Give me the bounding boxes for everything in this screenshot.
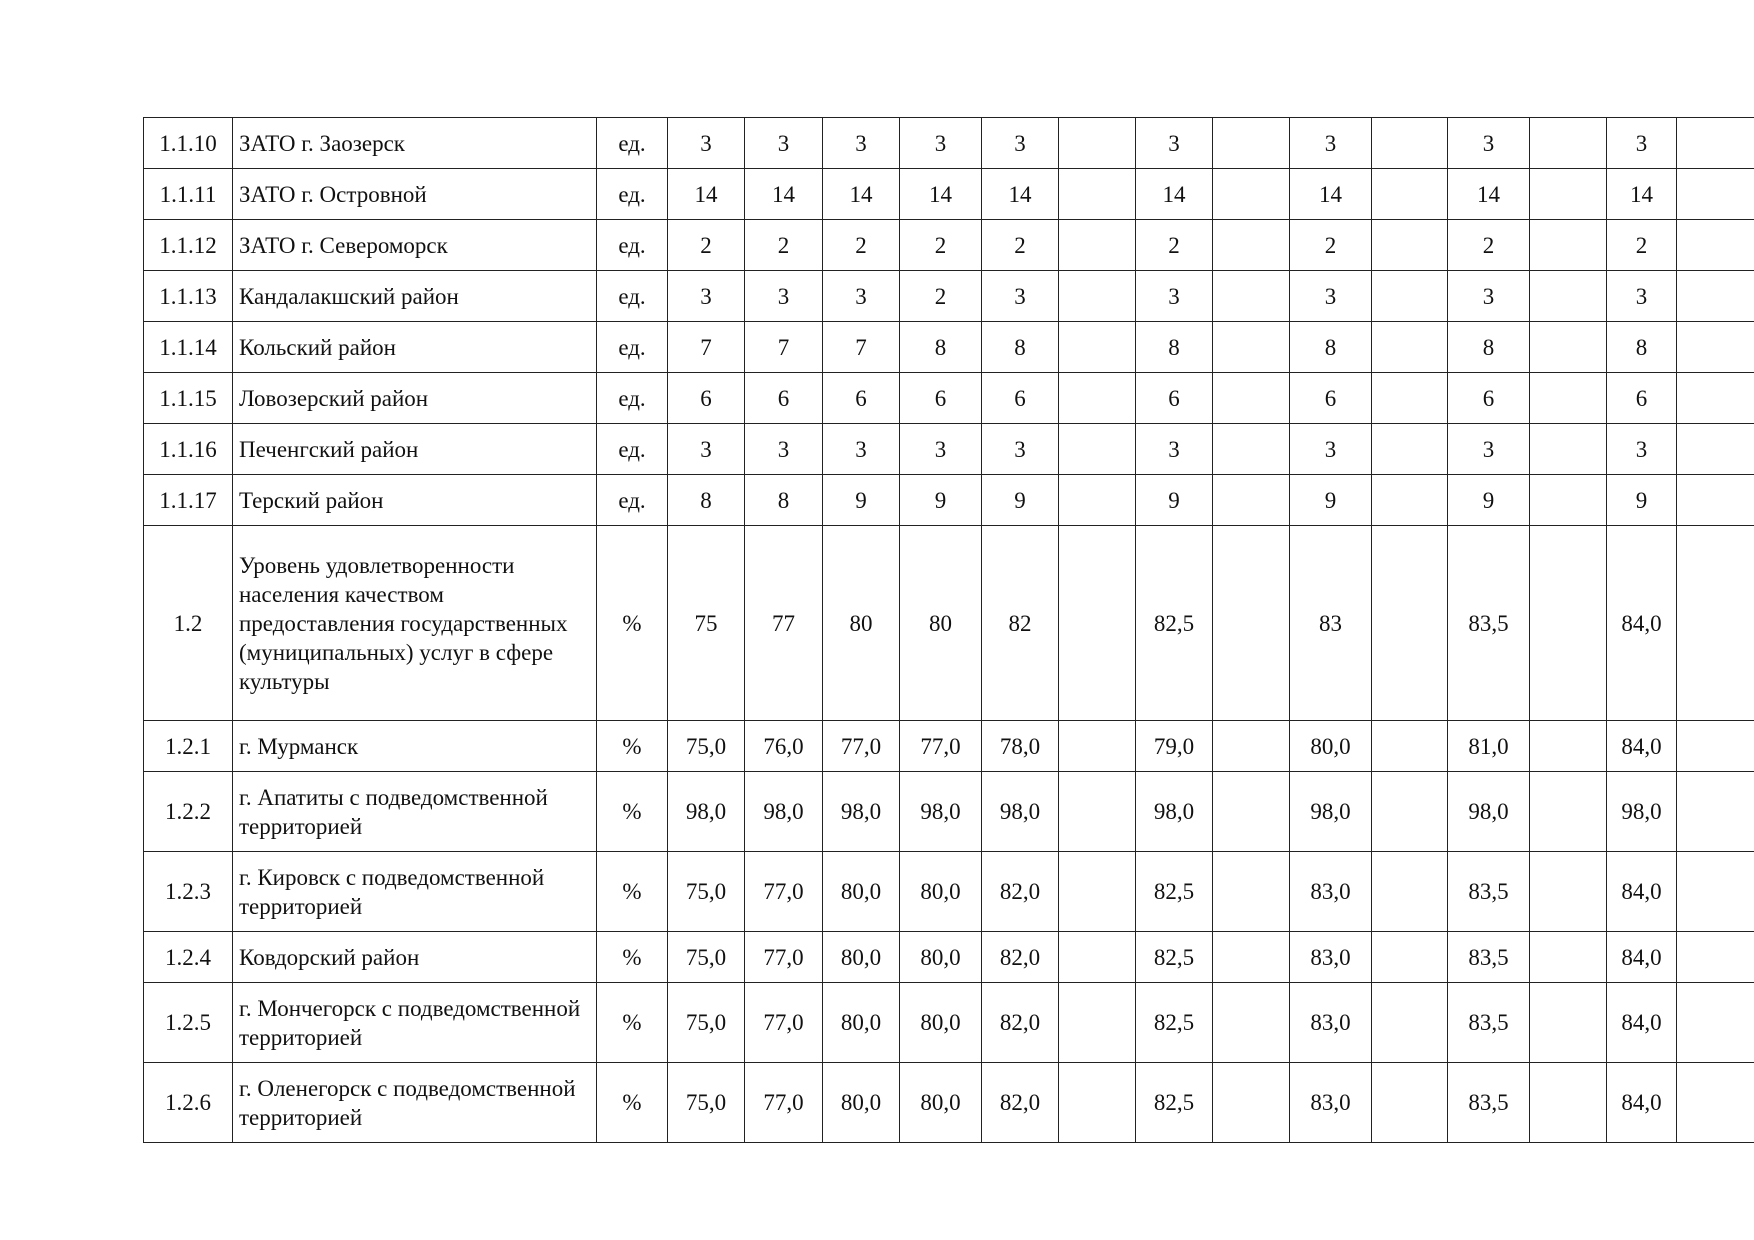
unit-cell: ед.: [597, 118, 668, 169]
value-cell: 8: [1448, 322, 1530, 373]
value-cell: 14: [1290, 169, 1372, 220]
value-cell: 98,0: [668, 772, 745, 852]
value-cell: 82,5: [1136, 852, 1213, 932]
value-cell: 3: [668, 271, 745, 322]
value-cell: 9: [1607, 475, 1677, 526]
value-cell: 9: [823, 475, 900, 526]
value-cell: 6: [900, 373, 982, 424]
row-number-cell: 1.1.17: [144, 475, 233, 526]
value-cell: 3: [1607, 118, 1677, 169]
value-cell: 7: [668, 322, 745, 373]
unit-cell: %: [597, 526, 668, 721]
indicator-name-cell: ЗАТО г. Североморск: [233, 220, 597, 271]
table-row: [144, 424, 1754, 475]
empty-value-cell: [1372, 424, 1448, 475]
trailing-empty-cell: [1677, 169, 1754, 220]
empty-value-cell: [1372, 322, 1448, 373]
row-number-cell: 1.1.13: [144, 271, 233, 322]
empty-value-cell: [1530, 526, 1607, 721]
unit-cell: ед.: [597, 373, 668, 424]
indicator-name-cell: г. Мурманск: [233, 721, 597, 772]
empty-value-cell: [1372, 271, 1448, 322]
row-number-cell: 1.1.10: [144, 118, 233, 169]
empty-value-cell: [1372, 526, 1448, 721]
value-cell: 14: [1448, 169, 1530, 220]
value-cell: 3: [745, 424, 823, 475]
value-cell: 6: [745, 373, 823, 424]
value-cell: 6: [1290, 373, 1372, 424]
empty-value-cell: [1530, 475, 1607, 526]
value-cell: 3: [982, 271, 1059, 322]
value-cell: 3: [982, 424, 1059, 475]
empty-value-cell: [1059, 271, 1136, 322]
table-row: [144, 526, 1754, 721]
value-cell: 14: [982, 169, 1059, 220]
value-cell: 83,5: [1448, 983, 1530, 1063]
value-cell: 6: [1607, 373, 1677, 424]
value-cell: 98,0: [900, 772, 982, 852]
value-cell: 75,0: [668, 852, 745, 932]
unit-cell: ед.: [597, 220, 668, 271]
value-cell: 8: [1607, 322, 1677, 373]
indicator-name-cell: Печенгский район: [233, 424, 597, 475]
table-row: [144, 322, 1754, 373]
row-number-cell: 1.2.6: [144, 1063, 233, 1143]
value-cell: 14: [1607, 169, 1677, 220]
trailing-empty-cell: [1677, 373, 1754, 424]
value-cell: 3: [1607, 424, 1677, 475]
value-cell: 82,0: [982, 932, 1059, 983]
indicator-name-cell: Ловозерский район: [233, 373, 597, 424]
value-cell: 78,0: [982, 721, 1059, 772]
value-cell: 80,0: [900, 1063, 982, 1143]
trailing-empty-cell: [1677, 772, 1754, 852]
empty-value-cell: [1213, 322, 1290, 373]
unit-cell: ед.: [597, 322, 668, 373]
trailing-empty-cell: [1677, 475, 1754, 526]
value-cell: 8: [982, 322, 1059, 373]
empty-value-cell: [1372, 1063, 1448, 1143]
value-cell: 80,0: [823, 983, 900, 1063]
unit-cell: ед.: [597, 169, 668, 220]
empty-value-cell: [1059, 772, 1136, 852]
empty-value-cell: [1530, 373, 1607, 424]
empty-value-cell: [1059, 322, 1136, 373]
indicator-name-cell: г. Оленегорск с подведомственной территорией: [233, 1063, 597, 1143]
empty-value-cell: [1372, 220, 1448, 271]
empty-value-cell: [1530, 169, 1607, 220]
indicator-name-cell: Терский район: [233, 475, 597, 526]
empty-value-cell: [1530, 772, 1607, 852]
value-cell: 77,0: [745, 932, 823, 983]
value-cell: 3: [1136, 424, 1213, 475]
value-cell: 84,0: [1607, 721, 1677, 772]
value-cell: 84,0: [1607, 1063, 1677, 1143]
value-cell: 77,0: [745, 852, 823, 932]
value-cell: 82,0: [982, 852, 1059, 932]
row-number-cell: 1.2.3: [144, 852, 233, 932]
value-cell: 84,0: [1607, 932, 1677, 983]
row-number-cell: 1.1.14: [144, 322, 233, 373]
trailing-empty-cell: [1677, 424, 1754, 475]
table-row: [144, 373, 1754, 424]
value-cell: 6: [982, 373, 1059, 424]
value-cell: 83,0: [1290, 932, 1372, 983]
value-cell: 3: [823, 424, 900, 475]
value-cell: 80,0: [900, 983, 982, 1063]
value-cell: 7: [823, 322, 900, 373]
value-cell: 3: [1290, 271, 1372, 322]
value-cell: 8: [745, 475, 823, 526]
empty-value-cell: [1530, 271, 1607, 322]
empty-value-cell: [1213, 526, 1290, 721]
empty-value-cell: [1530, 220, 1607, 271]
value-cell: 3: [823, 118, 900, 169]
empty-value-cell: [1530, 852, 1607, 932]
empty-value-cell: [1059, 526, 1136, 721]
trailing-empty-cell: [1677, 1063, 1754, 1143]
value-cell: 80,0: [823, 852, 900, 932]
value-cell: 82,5: [1136, 1063, 1213, 1143]
empty-value-cell: [1213, 424, 1290, 475]
empty-value-cell: [1372, 932, 1448, 983]
value-cell: 82: [982, 526, 1059, 721]
indicator-name-cell: г. Мончегорск с подведомственной территорией: [233, 983, 597, 1063]
trailing-empty-cell: [1677, 721, 1754, 772]
value-cell: 80,0: [823, 932, 900, 983]
empty-value-cell: [1213, 932, 1290, 983]
table-row: [144, 118, 1754, 169]
value-cell: 3: [900, 118, 982, 169]
row-number-cell: 1.1.11: [144, 169, 233, 220]
value-cell: 83,5: [1448, 932, 1530, 983]
row-number-cell: 1.2.2: [144, 772, 233, 852]
value-cell: 2: [745, 220, 823, 271]
value-cell: 75: [668, 526, 745, 721]
value-cell: 2: [1607, 220, 1677, 271]
row-number-cell: 1.2.4: [144, 932, 233, 983]
table-row: [144, 852, 1754, 932]
unit-cell: %: [597, 983, 668, 1063]
value-cell: 2: [668, 220, 745, 271]
value-cell: 6: [1448, 373, 1530, 424]
empty-value-cell: [1059, 220, 1136, 271]
value-cell: 83,0: [1290, 1063, 1372, 1143]
value-cell: 14: [1136, 169, 1213, 220]
value-cell: 82,0: [982, 983, 1059, 1063]
value-cell: 8: [668, 475, 745, 526]
value-cell: 98,0: [1607, 772, 1677, 852]
value-cell: 80: [900, 526, 982, 721]
empty-value-cell: [1530, 1063, 1607, 1143]
value-cell: 2: [900, 220, 982, 271]
value-cell: 3: [1448, 118, 1530, 169]
empty-value-cell: [1372, 983, 1448, 1063]
value-cell: 14: [900, 169, 982, 220]
value-cell: 8: [1136, 322, 1213, 373]
value-cell: 75,0: [668, 721, 745, 772]
unit-cell: ед.: [597, 424, 668, 475]
table-row: [144, 271, 1754, 322]
empty-value-cell: [1372, 169, 1448, 220]
table-row: [144, 169, 1754, 220]
value-cell: 2: [982, 220, 1059, 271]
unit-cell: ед.: [597, 475, 668, 526]
table-row: [144, 220, 1754, 271]
trailing-empty-cell: [1677, 118, 1754, 169]
table-row: [144, 932, 1754, 983]
empty-value-cell: [1530, 424, 1607, 475]
empty-value-cell: [1059, 118, 1136, 169]
row-number-cell: 1.2.1: [144, 721, 233, 772]
unit-cell: %: [597, 1063, 668, 1143]
value-cell: 80,0: [900, 932, 982, 983]
unit-cell: %: [597, 932, 668, 983]
row-number-cell: 1.2.5: [144, 983, 233, 1063]
value-cell: 3: [745, 271, 823, 322]
value-cell: 77,0: [745, 1063, 823, 1143]
empty-value-cell: [1059, 169, 1136, 220]
value-cell: 14: [668, 169, 745, 220]
value-cell: 3: [668, 424, 745, 475]
trailing-empty-cell: [1677, 271, 1754, 322]
value-cell: 8: [1290, 322, 1372, 373]
empty-value-cell: [1372, 721, 1448, 772]
value-cell: 98,0: [745, 772, 823, 852]
value-cell: 3: [823, 271, 900, 322]
row-number-cell: 1.1.12: [144, 220, 233, 271]
value-cell: 8: [900, 322, 982, 373]
indicator-name-cell: Ковдорский район: [233, 932, 597, 983]
table-row: [144, 983, 1754, 1063]
empty-value-cell: [1059, 1063, 1136, 1143]
indicator-name-cell: Кандалакшский район: [233, 271, 597, 322]
value-cell: 3: [982, 118, 1059, 169]
empty-value-cell: [1530, 721, 1607, 772]
value-cell: 98,0: [1136, 772, 1213, 852]
row-number-cell: 1.1.16: [144, 424, 233, 475]
value-cell: 79,0: [1136, 721, 1213, 772]
value-cell: 83,5: [1448, 1063, 1530, 1143]
value-cell: 76,0: [745, 721, 823, 772]
trailing-empty-cell: [1677, 220, 1754, 271]
table-row: [144, 475, 1754, 526]
value-cell: 98,0: [823, 772, 900, 852]
value-cell: 84,0: [1607, 526, 1677, 721]
value-cell: 3: [1136, 271, 1213, 322]
value-cell: 75,0: [668, 932, 745, 983]
value-cell: 2: [1290, 220, 1372, 271]
value-cell: 9: [1448, 475, 1530, 526]
value-cell: 80,0: [1290, 721, 1372, 772]
value-cell: 9: [1136, 475, 1213, 526]
value-cell: 6: [668, 373, 745, 424]
value-cell: 82,5: [1136, 932, 1213, 983]
empty-value-cell: [1059, 373, 1136, 424]
value-cell: 3: [1290, 118, 1372, 169]
empty-value-cell: [1059, 932, 1136, 983]
empty-value-cell: [1372, 118, 1448, 169]
value-cell: 83,0: [1290, 983, 1372, 1063]
table-body: [144, 118, 1754, 1143]
empty-value-cell: [1372, 852, 1448, 932]
value-cell: 3: [1136, 118, 1213, 169]
value-cell: 3: [1607, 271, 1677, 322]
empty-value-cell: [1213, 983, 1290, 1063]
indicator-name-cell: ЗАТО г. Заозерск: [233, 118, 597, 169]
value-cell: 75,0: [668, 983, 745, 1063]
empty-value-cell: [1213, 475, 1290, 526]
empty-value-cell: [1530, 118, 1607, 169]
value-cell: 3: [900, 424, 982, 475]
value-cell: 14: [823, 169, 900, 220]
trailing-empty-cell: [1677, 322, 1754, 373]
indicator-name-cell: Уровень удовлетворенности населения качеством предоставления государственных (муниципальных) услуг в сфере культуры: [233, 526, 597, 721]
trailing-empty-cell: [1677, 932, 1754, 983]
unit-cell: ед.: [597, 271, 668, 322]
value-cell: 3: [745, 118, 823, 169]
indicator-name-cell: г. Апатиты с подведомственной территорией: [233, 772, 597, 852]
row-number-cell: 1.2: [144, 526, 233, 721]
value-cell: 82,5: [1136, 526, 1213, 721]
row-number-cell: 1.1.15: [144, 373, 233, 424]
value-cell: 6: [1136, 373, 1213, 424]
empty-value-cell: [1213, 220, 1290, 271]
value-cell: 83,0: [1290, 852, 1372, 932]
empty-value-cell: [1213, 118, 1290, 169]
trailing-empty-cell: [1677, 852, 1754, 932]
value-cell: 3: [1448, 271, 1530, 322]
empty-value-cell: [1059, 852, 1136, 932]
value-cell: 2: [1136, 220, 1213, 271]
value-cell: 82,0: [982, 1063, 1059, 1143]
value-cell: 80: [823, 526, 900, 721]
unit-cell: %: [597, 772, 668, 852]
table-row: [144, 772, 1754, 852]
empty-value-cell: [1213, 169, 1290, 220]
empty-value-cell: [1059, 721, 1136, 772]
table-row: [144, 721, 1754, 772]
value-cell: 3: [1290, 424, 1372, 475]
indicator-name-cell: Кольский район: [233, 322, 597, 373]
unit-cell: %: [597, 852, 668, 932]
value-cell: 77: [745, 526, 823, 721]
indicator-name-cell: ЗАТО г. Островной: [233, 169, 597, 220]
empty-value-cell: [1530, 322, 1607, 373]
empty-value-cell: [1213, 271, 1290, 322]
empty-value-cell: [1213, 772, 1290, 852]
indicator-name-cell: г. Кировск с подведомственной территорией: [233, 852, 597, 932]
value-cell: 80,0: [823, 1063, 900, 1143]
value-cell: 9: [1290, 475, 1372, 526]
value-cell: 98,0: [1448, 772, 1530, 852]
empty-value-cell: [1059, 983, 1136, 1063]
value-cell: 6: [823, 373, 900, 424]
trailing-empty-cell: [1677, 526, 1754, 721]
value-cell: 81,0: [1448, 721, 1530, 772]
value-cell: 2: [900, 271, 982, 322]
value-cell: 80,0: [900, 852, 982, 932]
value-cell: 9: [982, 475, 1059, 526]
empty-value-cell: [1372, 373, 1448, 424]
empty-value-cell: [1372, 475, 1448, 526]
value-cell: 84,0: [1607, 852, 1677, 932]
empty-value-cell: [1213, 852, 1290, 932]
value-cell: 14: [745, 169, 823, 220]
trailing-empty-cell: [1677, 983, 1754, 1063]
empty-value-cell: [1530, 932, 1607, 983]
empty-value-cell: [1372, 772, 1448, 852]
value-cell: 83,5: [1448, 526, 1530, 721]
value-cell: 98,0: [1290, 772, 1372, 852]
value-cell: 82,5: [1136, 983, 1213, 1063]
empty-value-cell: [1213, 721, 1290, 772]
value-cell: 77,0: [745, 983, 823, 1063]
value-cell: 7: [745, 322, 823, 373]
empty-value-cell: [1213, 1063, 1290, 1143]
value-cell: 2: [1448, 220, 1530, 271]
table-row: [144, 1063, 1754, 1143]
value-cell: 77,0: [823, 721, 900, 772]
empty-value-cell: [1530, 983, 1607, 1063]
value-cell: 2: [823, 220, 900, 271]
empty-value-cell: [1059, 424, 1136, 475]
value-cell: 84,0: [1607, 983, 1677, 1063]
value-cell: 75,0: [668, 1063, 745, 1143]
unit-cell: %: [597, 721, 668, 772]
value-cell: 3: [1448, 424, 1530, 475]
value-cell: 83,5: [1448, 852, 1530, 932]
value-cell: 77,0: [900, 721, 982, 772]
empty-value-cell: [1213, 373, 1290, 424]
indicator-table: [143, 117, 1754, 1143]
empty-value-cell: [1059, 475, 1136, 526]
value-cell: 3: [668, 118, 745, 169]
value-cell: 9: [900, 475, 982, 526]
value-cell: 83: [1290, 526, 1372, 721]
value-cell: 98,0: [982, 772, 1059, 852]
